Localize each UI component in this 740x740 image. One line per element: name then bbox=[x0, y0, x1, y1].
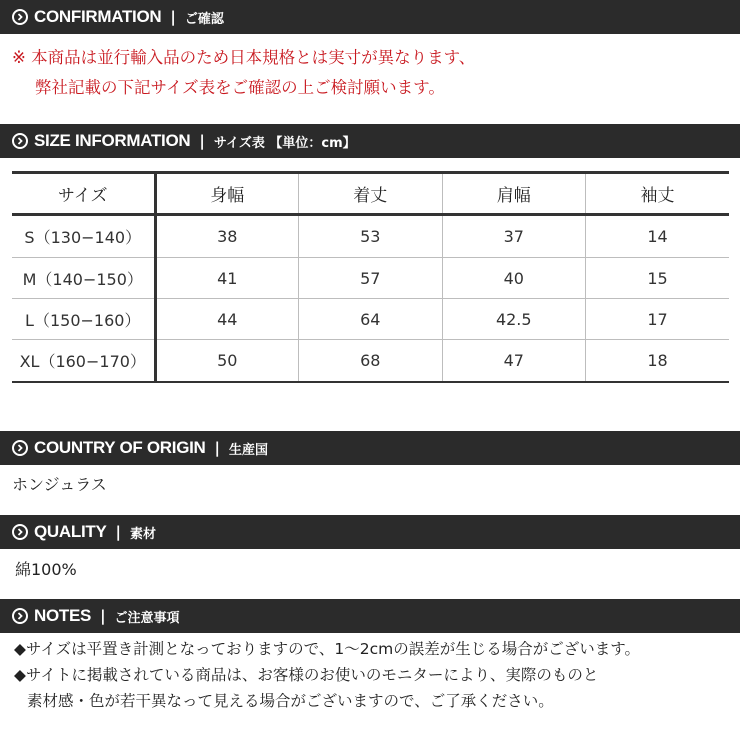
notes-title-jp: ご注意事項 bbox=[114, 610, 180, 626]
table-cell: 44 bbox=[155, 299, 299, 340]
table-cell: 15 bbox=[586, 257, 730, 298]
chevron-right-icon bbox=[12, 608, 28, 624]
size-info-title-en: SIZE INFORMATION bbox=[34, 131, 191, 150]
notes-list bbox=[14, 636, 640, 714]
origin-separator: | bbox=[214, 439, 221, 457]
table-cell: 53 bbox=[299, 215, 443, 258]
size-label: XL（160−170） bbox=[12, 340, 155, 382]
quality-title-en: QUALITY bbox=[34, 522, 107, 541]
quality-separator: | bbox=[115, 523, 121, 541]
table-cell: 50 bbox=[155, 340, 299, 382]
notes-line1: ◆サイズは平置き計測となっておりますので、1～2cmの誤差が生じる場合がございます。 bbox=[14, 640, 640, 658]
notes-header bbox=[0, 599, 740, 633]
header-sleeve: 袖丈 bbox=[586, 173, 730, 215]
table-cell: 38 bbox=[155, 215, 299, 258]
table-row bbox=[12, 340, 729, 382]
confirmation-title-jp: ご確認 bbox=[184, 11, 224, 27]
table-cell: 18 bbox=[586, 340, 730, 382]
table-cell: 37 bbox=[442, 215, 586, 258]
chevron-right-icon bbox=[12, 9, 28, 25]
table-cell: 57 bbox=[299, 257, 443, 298]
notes-title-en: NOTES bbox=[34, 606, 92, 625]
table-row bbox=[12, 215, 729, 258]
quality-title-jp: 素材 bbox=[130, 526, 157, 542]
size-label: S（130−140） bbox=[12, 215, 155, 258]
confirmation-notice bbox=[12, 43, 475, 103]
size-table bbox=[12, 171, 729, 383]
size-info-header bbox=[0, 124, 740, 158]
table-row bbox=[12, 257, 729, 298]
confirmation-header bbox=[0, 0, 740, 34]
header-body-width: 身幅 bbox=[155, 173, 299, 215]
confirmation-notice-line2: 弊社記載の下記サイズ表をご確認の上ご検討願います。 bbox=[35, 78, 445, 97]
notes-line2: ◆サイトに掲載されている商品は、お客様のお使いのモニターにより、実際のものと bbox=[14, 666, 599, 684]
table-cell: 14 bbox=[586, 215, 730, 258]
size-info-title-jp: サイズ表 【単位：cm】 bbox=[213, 135, 356, 151]
table-cell: 64 bbox=[299, 299, 443, 340]
quality-value: 綿100% bbox=[15, 560, 77, 579]
table-cell: 47 bbox=[442, 340, 586, 382]
chevron-right-icon bbox=[12, 524, 28, 540]
chevron-right-icon bbox=[12, 133, 28, 149]
confirmation-separator: | bbox=[170, 8, 176, 26]
size-label: L（150−160） bbox=[12, 299, 155, 340]
origin-title-jp: 生産国 bbox=[229, 442, 269, 458]
origin-value: ホンジュラス bbox=[12, 475, 107, 494]
table-row bbox=[12, 299, 729, 340]
quality-header bbox=[0, 515, 740, 549]
size-label: M（140−150） bbox=[12, 257, 155, 298]
confirmation-title-en: CONFIRMATION bbox=[34, 7, 162, 26]
origin-title-en: COUNTRY OF ORIGIN bbox=[34, 438, 206, 457]
notes-separator: | bbox=[100, 607, 106, 625]
header-shoulder: 肩幅 bbox=[442, 173, 586, 215]
size-info-separator: | bbox=[199, 132, 205, 150]
table-cell: 68 bbox=[299, 340, 443, 382]
notes-line3: 素材感・色が若干異なって見える場合がございますので、ご了承ください。 bbox=[27, 692, 554, 710]
header-length: 着丈 bbox=[299, 173, 443, 215]
table-cell: 17 bbox=[586, 299, 730, 340]
chevron-right-icon bbox=[12, 440, 28, 456]
table-cell: 41 bbox=[155, 257, 299, 298]
table-cell: 40 bbox=[442, 257, 586, 298]
table-cell: 42.5 bbox=[442, 299, 586, 340]
confirmation-notice-line1: ※ 本商品は並行輸入品のため日本規格とは実寸が異なります、 bbox=[12, 48, 476, 67]
origin-header bbox=[0, 431, 740, 465]
size-table-header-row bbox=[12, 173, 729, 215]
header-size: サイズ bbox=[12, 173, 155, 215]
